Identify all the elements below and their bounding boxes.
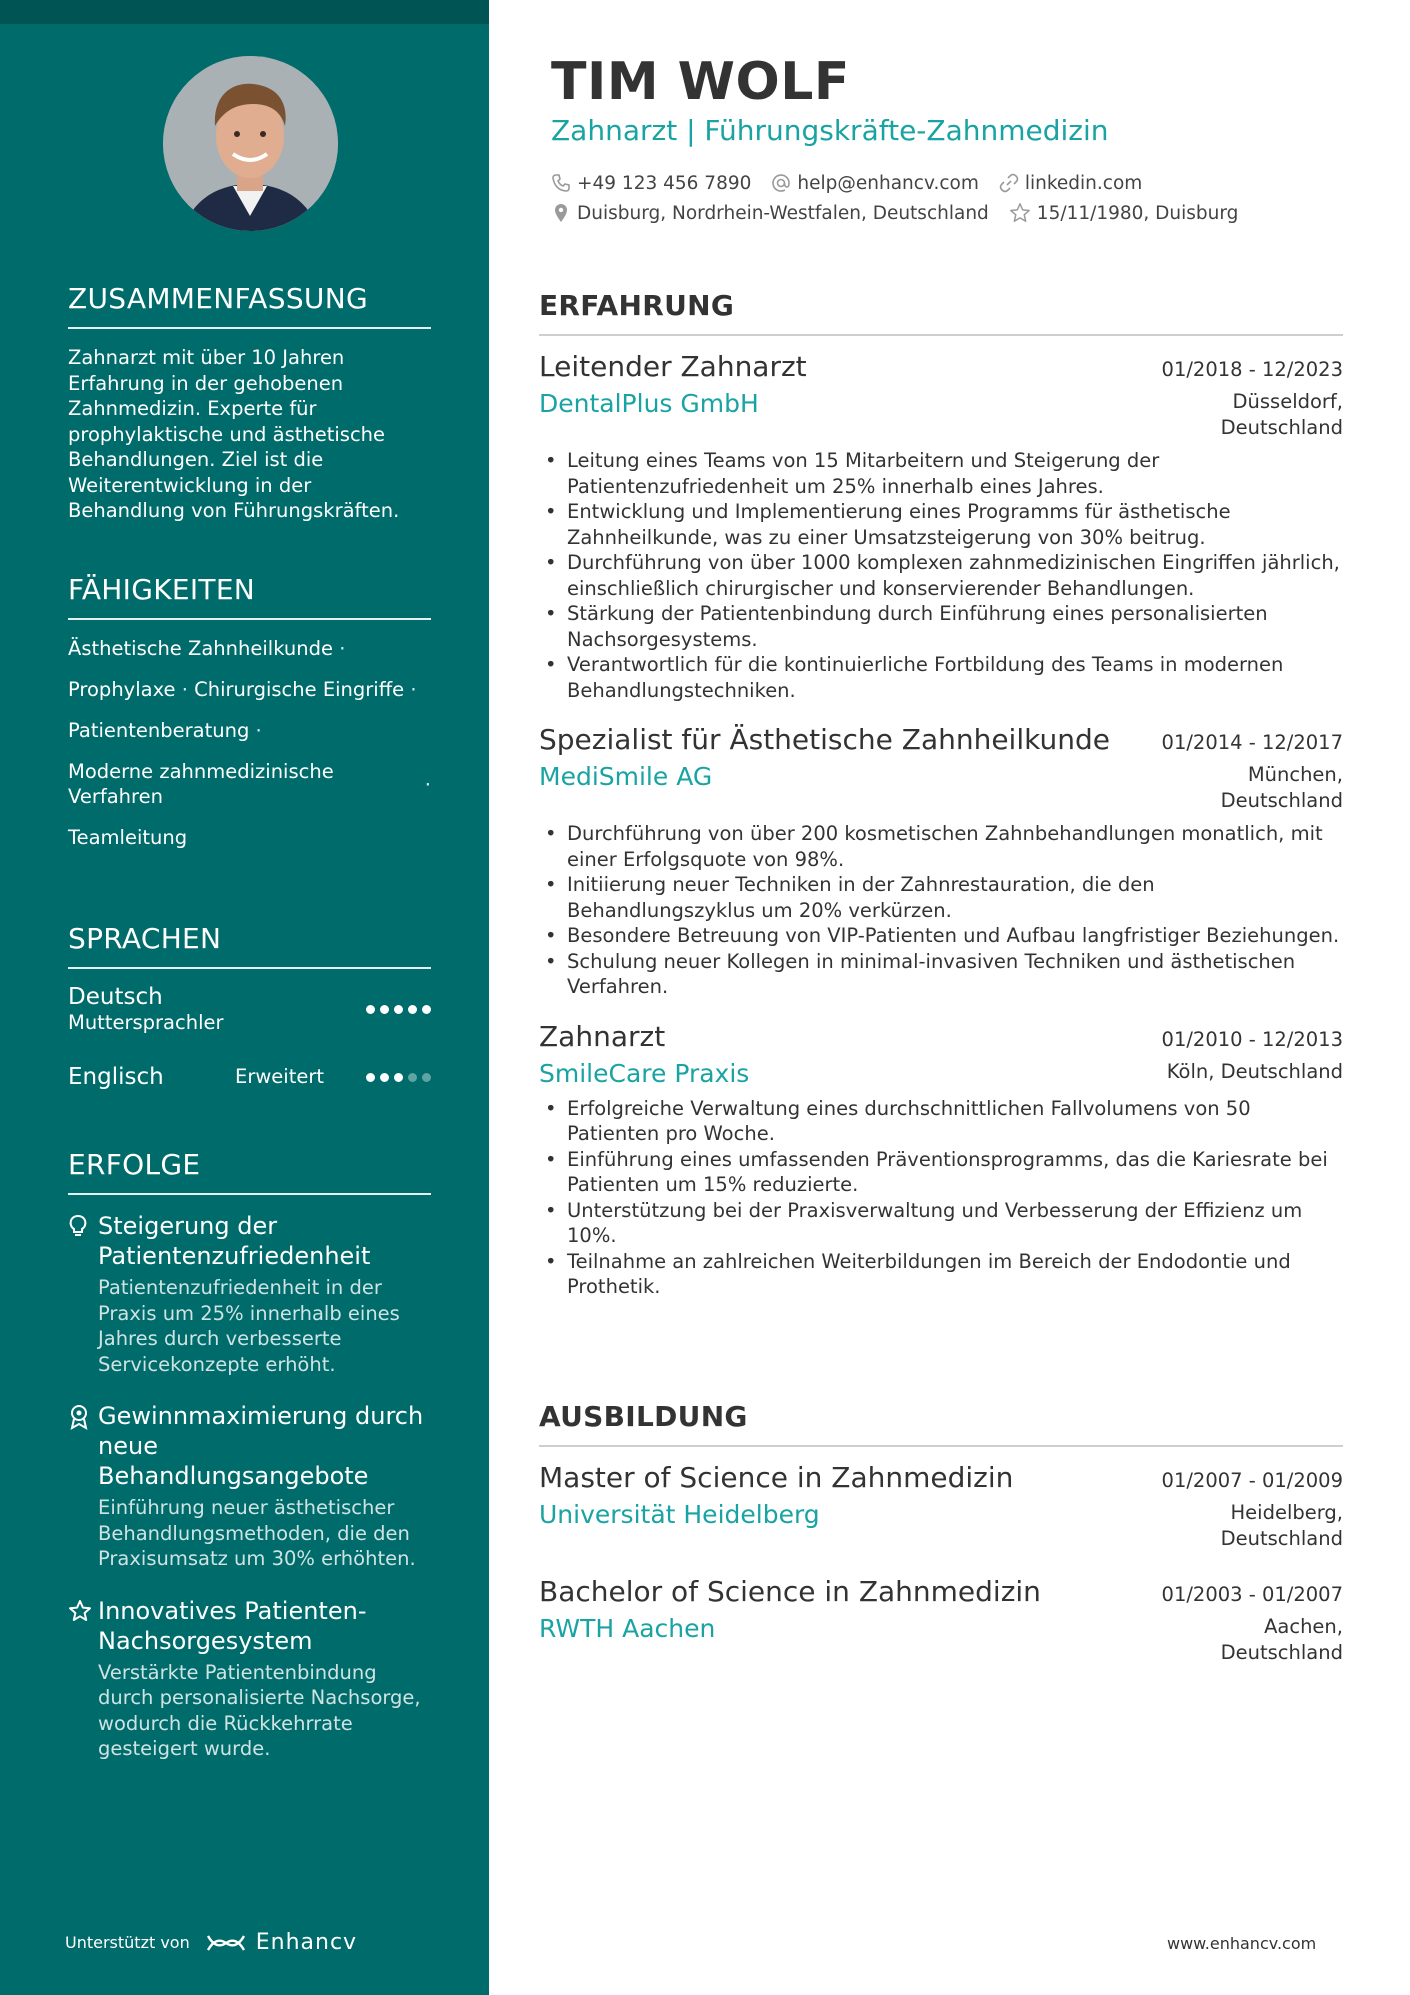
- skill-separator: ·: [181, 678, 188, 701]
- bullet-item: • Entwicklung und Implementierung eines Programms für ästhetische Zahnheilkunde, was zu einer Umsatzsteigerung von 30% beitrug.: [539, 499, 1343, 550]
- experience-section: [539, 289, 1343, 1300]
- link-icon: [999, 173, 1019, 193]
- skill-row: [68, 759, 431, 809]
- bullet-item: • Besondere Betreuung von VIP-Patienten und Aufbau langfristiger Beziehungen.: [539, 923, 1343, 949]
- experience-heading: ERFAHRUNG: [539, 289, 1343, 336]
- languages-heading: SPRACHEN: [68, 922, 431, 969]
- contact-email-text: help@enhancv.com: [797, 172, 979, 194]
- skill-row: [68, 636, 431, 661]
- bullet-item: • Leitung eines Teams von 15 Mitarbeitern und Steigerung der Patientenzufriedenheit um 25% innerhalb eines Jahres.: [539, 448, 1343, 499]
- location-pin-icon: [551, 203, 571, 223]
- education-entry: [539, 1461, 1343, 1551]
- job-bullets: [539, 821, 1343, 1000]
- achievement-title: Innovatives Patienten-Nachsorgesystem: [98, 1596, 367, 1655]
- skill-row: [68, 718, 431, 743]
- phone-icon: [551, 173, 571, 193]
- skills-heading: FÄHIGKEITEN: [68, 573, 431, 620]
- job-title: Leitender Zahnarzt: [539, 350, 807, 383]
- skill-item: Teamleitung: [68, 826, 188, 849]
- achievement-description: Einführung neuer ästhetischer Behandlungsmethoden, die den Praxisumsatz um 30% erhöhten.: [98, 1496, 416, 1570]
- powered-by-brand: Enhancv: [255, 1930, 358, 1955]
- job-dates: 01/2018 - 12/2023: [1161, 358, 1343, 381]
- contact-birth-text: 15/11/1980, Duisburg: [1036, 202, 1239, 224]
- powered-by: [65, 1930, 357, 1955]
- achievements-section: [68, 1148, 431, 1762]
- language-row-deutsch: [68, 983, 431, 1035]
- achievement-description: Patientenzufriedenheit in der Praxis um 25% innerhalb eines Jahres durch verbesserte Servicekonzepte erhöht.: [98, 1276, 400, 1376]
- language-proficiency-dots: [366, 1005, 431, 1014]
- education-section: [539, 1400, 1343, 1665]
- contact-birth: [1009, 202, 1239, 224]
- job-location: München, Deutschland: [1220, 763, 1343, 812]
- experience-entry: [539, 723, 1343, 1000]
- bullet-item: • Durchführung von über 200 kosmetischen Zahnbehandlungen monatlich, mit einer Erfolgsquote von 98%.: [539, 821, 1343, 872]
- achievement-title: Steigerung der Patientenzufriedenheit: [98, 1212, 371, 1270]
- skill-item: Ästhetische Zahnheilkunde: [68, 637, 334, 660]
- languages-section: [68, 922, 431, 1091]
- bullet-item: • Teilnahme an zahlreichen Weiterbildungen im Bereich der Endodontie und Prothetik.: [539, 1249, 1343, 1300]
- job-title: Zahnarzt: [539, 1019, 666, 1053]
- contact-linkedin[interactable]: [999, 173, 1142, 194]
- language-level: Muttersprachler: [68, 1011, 224, 1034]
- education-dates: 01/2003 - 01/2007: [1161, 1583, 1343, 1606]
- education-location: Heidelberg, Deutschland: [1220, 1501, 1343, 1550]
- contact-phone-text: +49 123 456 7890: [577, 172, 752, 194]
- company-name: MediSmile AG: [539, 762, 713, 791]
- achievement-item: [68, 1401, 431, 1572]
- skill-row: [68, 825, 431, 850]
- experience-entry: [539, 350, 1343, 703]
- bullet-item: • Unterstützung bei der Praxisverwaltung und Verbesserung der Effizienz um 10%.: [539, 1198, 1343, 1249]
- powered-by-label: Unterstützt von: [65, 1933, 190, 1952]
- language-name: Deutsch: [68, 984, 163, 1010]
- job-bullets: [539, 448, 1343, 703]
- skill-separator: ·: [424, 772, 431, 796]
- achievement-item: [68, 1596, 431, 1762]
- skill-item: Chirurgische Eingriffe: [194, 678, 405, 701]
- language-row-englisch: [68, 1063, 431, 1091]
- education-entry: [539, 1575, 1343, 1665]
- profile-photo: [163, 56, 338, 231]
- summary-text: Zahnarzt mit über 10 Jahren Erfahrung in der gehobenen Zahnmedizin. Experte für prophylaktische und ästhetische Behandlungen. Ziel ist die Weiterentwicklung in der Behandlung von Führungskräften.: [68, 346, 400, 522]
- language-proficiency-dots: [366, 1073, 431, 1082]
- bullet-item: • Initiierung neuer Techniken in der Zahnrestauration, die den Behandlungszyklus um 20% verkürzen.: [539, 872, 1343, 923]
- company-name: DentalPlus GmbH: [539, 389, 759, 418]
- award-icon: [68, 1404, 98, 1572]
- bullet-item: • Stärkung der Patientenbindung durch Einführung eines personalisierten Nachsorgesystems.: [539, 601, 1343, 652]
- skills-section: [68, 573, 431, 850]
- education-heading: AUSBILDUNG: [539, 1400, 1343, 1447]
- skill-separator: ·: [410, 678, 417, 701]
- achievement-item: [68, 1211, 431, 1377]
- skill-separator: ·: [339, 637, 346, 660]
- sidebar: [0, 0, 489, 1995]
- achievement-title: Gewinnmaximierung durch neue Behandlungsangebote: [98, 1402, 424, 1490]
- education-dates: 01/2007 - 01/2009: [1161, 1469, 1343, 1492]
- summary-section: [68, 282, 431, 524]
- lightbulb-icon: [68, 1214, 98, 1377]
- language-level: Erweitert: [235, 1065, 325, 1088]
- job-location: Düsseldorf, Deutschland: [1220, 390, 1343, 439]
- footer-url[interactable]: www.enhancv.com: [1167, 1934, 1317, 1953]
- skill-item: Moderne zahnmedizinische Verfahren: [68, 760, 334, 808]
- school-name: RWTH Aachen: [539, 1614, 716, 1643]
- contact-location: [551, 203, 989, 224]
- degree-title: Master of Science in Zahnmedizin: [539, 1461, 1014, 1494]
- bullet-item: • Einführung eines umfassenden Präventionsprogramms, das die Kariesrate bei Patienten um 15% reduzierte.: [539, 1147, 1343, 1198]
- contact-linkedin-text: linkedin.com: [1024, 172, 1143, 194]
- sidebar-topbar: [0, 0, 489, 24]
- star-icon: [68, 1599, 98, 1762]
- bullet-item: • Erfolgreiche Verwaltung eines durchschnittlichen Fallvolumens von 50 Patienten pro Woche.: [539, 1096, 1343, 1147]
- skill-item: Patientenberatung: [68, 719, 250, 742]
- bullet-item: • Verantwortlich für die kontinuierliche Fortbildung des Teams in modernen Behandlungstechniken.: [539, 652, 1343, 703]
- enhancv-logo-icon: [204, 1932, 248, 1954]
- job-dates: 01/2014 - 12/2017: [1161, 731, 1343, 754]
- at-icon: [771, 173, 791, 193]
- job-location: Köln, Deutschland: [1166, 1059, 1343, 1083]
- skill-item: Prophylaxe: [68, 678, 176, 701]
- contact-info: [551, 168, 1331, 228]
- bullet-item: • Schulung neuer Kollegen in minimal-invasiven Techniken und ästhetischen Verfahren.: [539, 949, 1343, 1000]
- experience-entry: [539, 1020, 1343, 1300]
- job-title: Spezialist für Ästhetische Zahnheilkunde: [539, 723, 1110, 756]
- education-location: Aachen, Deutschland: [1220, 1615, 1343, 1664]
- company-name: SmileCare Praxis: [539, 1058, 750, 1088]
- star-outline-icon: [1009, 202, 1031, 224]
- achievement-description: Verstärkte Patientenbindung durch personalisierte Nachsorge, wodurch die Rückkehrrate gesteigert wurde.: [98, 1660, 421, 1760]
- skill-separator: ·: [255, 719, 262, 742]
- contact-email[interactable]: [771, 173, 978, 194]
- contact-location-text: Duisburg, Nordrhein-Westfalen, Deutschland: [577, 202, 989, 224]
- school-name: Universität Heidelberg: [539, 1500, 820, 1529]
- job-bullets: [539, 1096, 1343, 1300]
- summary-heading: ZUSAMMENFASSUNG: [68, 282, 431, 329]
- bullet-item: • Durchführung von über 1000 komplexen zahnmedizinischen Eingriffen jährlich, einschließlich chirurgischer und konservierender Behandlungen.: [539, 550, 1343, 601]
- language-name: Englisch: [68, 1064, 164, 1090]
- candidate-title: Zahnarzt | Führungskräfte-Zahnmedizin: [551, 114, 1109, 147]
- skill-row: [68, 677, 431, 702]
- degree-title: Bachelor of Science in Zahnmedizin: [539, 1575, 1041, 1608]
- job-dates: 01/2010 - 12/2013: [1161, 1027, 1343, 1051]
- candidate-name: TIM WOLF: [551, 52, 850, 112]
- contact-phone[interactable]: [551, 173, 751, 194]
- achievements-heading: ERFOLGE: [68, 1148, 431, 1195]
